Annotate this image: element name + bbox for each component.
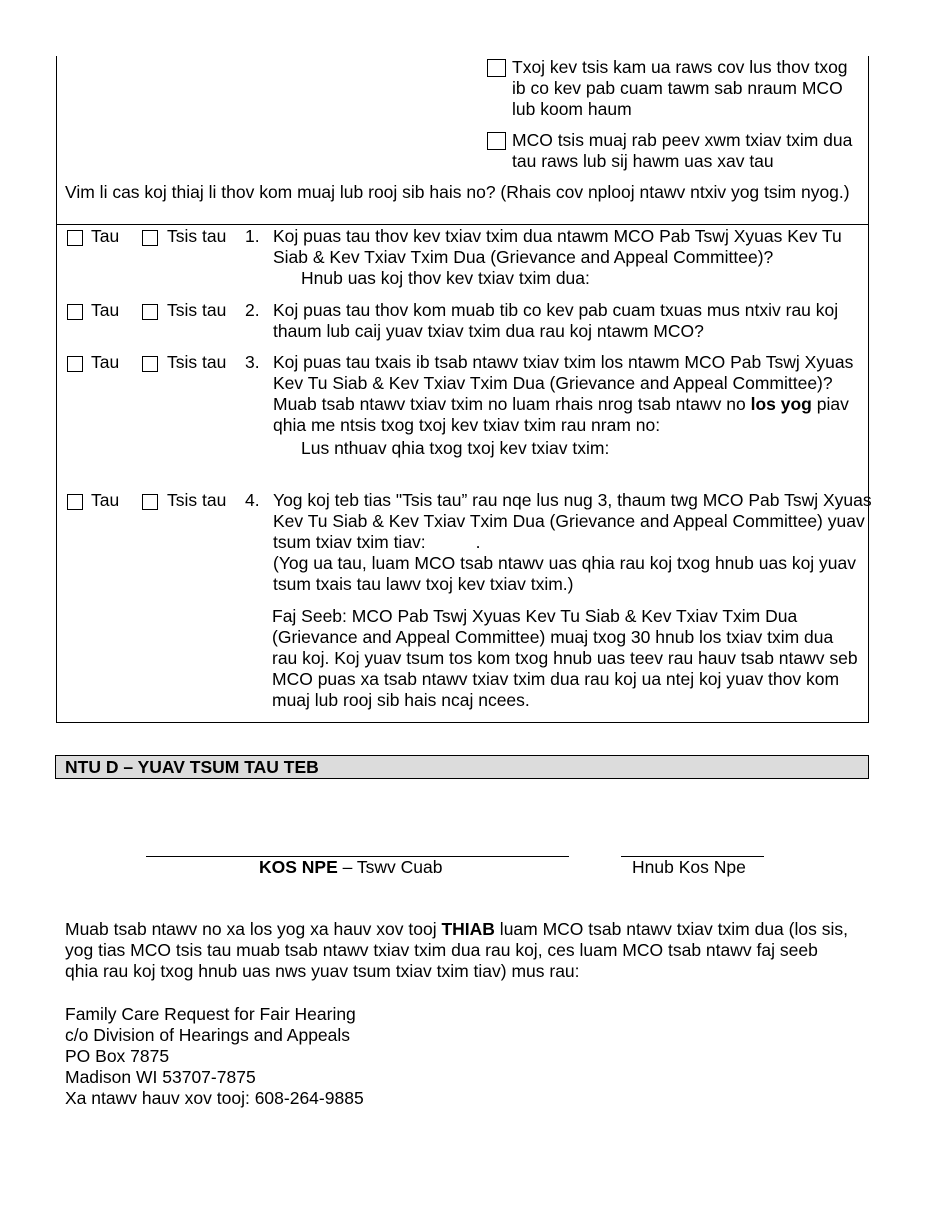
address-line: PO Box 7875 bbox=[65, 1046, 170, 1066]
question-4-dot: . bbox=[475, 532, 481, 552]
table-bottom-border bbox=[56, 722, 869, 723]
option-timely-appeal-label: MCO tsis muaj rab peev xwm txiav txim dua tau raws lub sij hawm uas xav tau bbox=[512, 130, 853, 171]
why-question: Vim li cas koj thiaj li thov kom muaj lub rooj sib hais no? (Rhais cov nplooj ntawv ntxiv yog tsim nyog.) bbox=[65, 182, 850, 202]
no-checkbox-3[interactable] bbox=[142, 356, 158, 372]
no-checkbox-1[interactable] bbox=[142, 230, 158, 246]
address-line: c/o Division of Hearings and Appeals bbox=[65, 1025, 351, 1045]
no-checkbox-4[interactable] bbox=[142, 494, 158, 510]
mailing-address bbox=[65, 1004, 565, 1109]
signature-label-bold: KOS NPE bbox=[259, 857, 338, 877]
note-paragraph: Faj Seeb: MCO Pab Tswj Xyuas Kev Tu Siab & Kev Txiav Txim Dua (Grievance and Appeal Committee) muaj txog 30 hnub los txiav txim dua rau koj. Koj yuav tsum tos kom txog hnub uas teev rau hauv tsab ntawv seb MCO puas xa tsab ntawv txiav txim dua rau koj ua ntej koj yuav thov kom muaj lub rooj sib hais ncaj ncees. bbox=[272, 606, 858, 710]
yes-label: Tau bbox=[91, 352, 120, 372]
no-label: Tsis tau bbox=[167, 352, 227, 372]
table-left-border bbox=[56, 56, 57, 723]
yes-checkbox-3[interactable] bbox=[67, 356, 83, 372]
question-number: 4. bbox=[245, 490, 260, 510]
yes-checkbox-2[interactable] bbox=[67, 304, 83, 320]
question-3-text bbox=[273, 352, 873, 459]
yes-label: Tau bbox=[91, 490, 120, 510]
signature-label-rest: – Tswv Cuab bbox=[337, 857, 443, 877]
section-d-header bbox=[55, 755, 869, 779]
address-line: Family Care Request for Fair Hearing bbox=[65, 1004, 356, 1024]
yes-label: Tau bbox=[91, 300, 120, 320]
instructions-bold: THIAB bbox=[441, 919, 495, 939]
section-d-title: NTU D – YUAV TSUM TAU TEB bbox=[65, 757, 319, 777]
question-1-sub: Hnub uas koj thov kev txiav txim dua: bbox=[301, 268, 590, 288]
question-3-text-b: piav qhia me ntsis txog txoj kev txiav txim rau nram no: bbox=[273, 394, 849, 435]
no-checkbox-2[interactable] bbox=[142, 304, 158, 320]
no-label: Tsis tau bbox=[167, 226, 227, 246]
instructions-text-b: luam MCO tsab ntawv txiav txim dua (los sis, yog tias MCO tsis tau muab tsab ntawv txiav txim dua rau koj, ces luam MCO tsab ntawv faj seeb qhia rau koj txog hnub uas nws yuav tsum txiav txim tiav) mus rau: bbox=[65, 919, 848, 981]
option-outside-services-checkbox[interactable] bbox=[487, 59, 506, 77]
address-line: Madison WI 53707-7875 bbox=[65, 1067, 256, 1087]
option-outside-services-label: Txoj kev tsis kam ua raws cov lus thov txog ib co kev pab cuam tawm sab nraum MCO lub koom haum bbox=[512, 57, 848, 119]
question-number: 3. bbox=[245, 352, 260, 372]
option-timely-appeal-checkbox[interactable] bbox=[487, 132, 506, 150]
no-label: Tsis tau bbox=[167, 490, 227, 510]
yes-checkbox-1[interactable] bbox=[67, 230, 83, 246]
question-1-text: Koj puas tau thov kev txiav txim dua ntawm MCO Pab Tswj Xyuas Kev Tu Siab & Kev Txiav Txim Dua (Grievance and Appeal Committee)? bbox=[273, 226, 842, 267]
signature-label bbox=[259, 857, 443, 878]
date-label: Hnub Kos Npe bbox=[632, 857, 746, 877]
yes-label: Tau bbox=[91, 226, 120, 246]
question-4-text bbox=[273, 490, 873, 595]
question-number: 1. bbox=[245, 226, 260, 246]
instructions-paragraph bbox=[65, 919, 855, 982]
question-2-text: Koj puas tau thov kom muab tib co kev pab cuam txuas mus ntxiv rau koj thaum lub caij yuav txiav txim dua rau koj ntawm MCO? bbox=[273, 300, 839, 341]
instructions-text-a: Muab tsab ntawv no xa los yog xa hauv xov tooj bbox=[65, 919, 442, 939]
question-4-text-main: Yog koj teb tias "Tsis tau” rau nqe lus nug 3, thaum twg MCO Pab Tswj Xyuas Kev Tu Siab & Kev Txiav Txim Dua (Grievance and Appeal Committee) yuav tsum txiav txim tiav: bbox=[273, 490, 872, 552]
question-number: 2. bbox=[245, 300, 260, 320]
option-timely-appeal[interactable] bbox=[487, 130, 862, 172]
question-text bbox=[273, 226, 873, 289]
fax-line: Xa ntawv hauv xov tooj: 608-264-9885 bbox=[65, 1088, 364, 1108]
table-divider bbox=[56, 224, 869, 225]
yes-checkbox-4[interactable] bbox=[67, 494, 83, 510]
question-4-text2: (Yog ua tau, luam MCO tsab ntawv uas qhia rau koj txog hnub uas koj yuav tsum txais tau lawv txoj kev txiav txim.) bbox=[273, 553, 857, 594]
question-3-text-a: Koj puas tau txais ib tsab ntawv txiav txim los ntawm MCO Pab Tswj Xyuas Kev Tu Siab & Kev Txiav Txim Dua (Grievance and Appeal Committee)? Muab tsab ntawv txiav txim no luam rhais nrog tsab ntawv no bbox=[273, 352, 854, 414]
question-3-sub: Lus nthuav qhia txog txoj kev txiav txim: bbox=[301, 438, 610, 458]
question-3-text-bold: los yog bbox=[750, 394, 812, 414]
no-label: Tsis tau bbox=[167, 300, 227, 320]
option-outside-services[interactable] bbox=[487, 57, 862, 120]
